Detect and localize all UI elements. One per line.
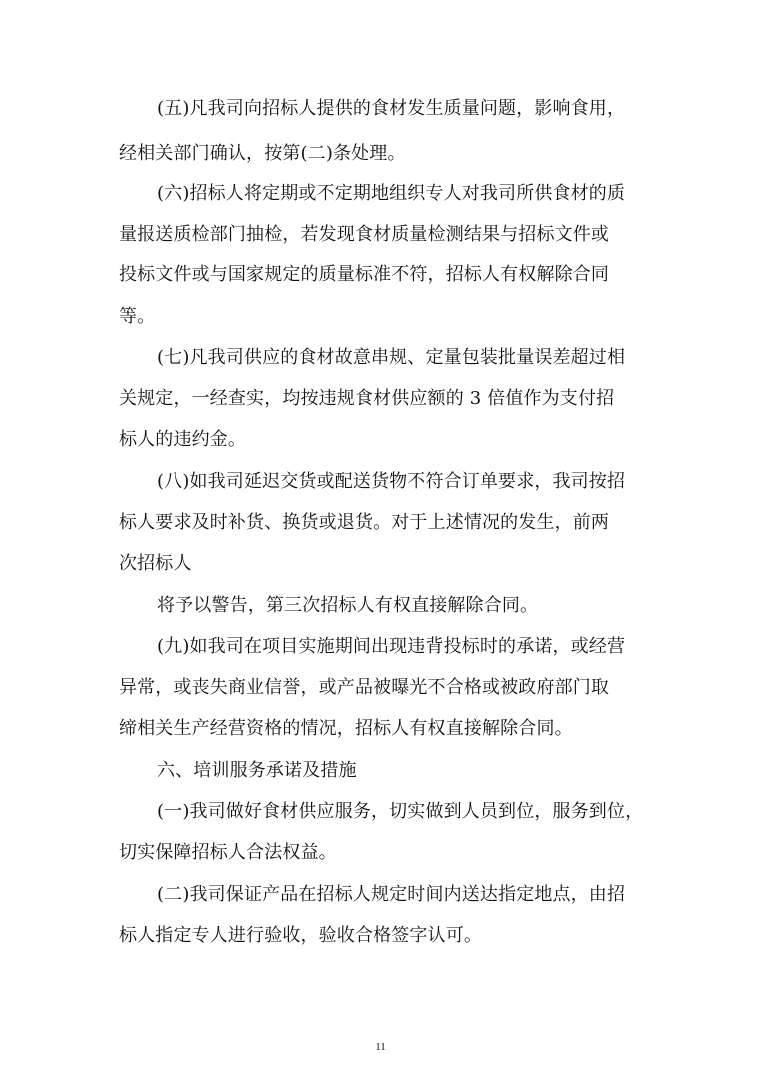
- paragraph-line: (六)招标人将定期或不定期地组织专人对我司所供食材的质: [157, 183, 626, 204]
- paragraph-line: (二)我司保证产品在招标人规定时间内送达指定地点，由招: [157, 884, 626, 905]
- paragraph-line: 关规定，一经查实，均按违规食材供应额的 3 倍值作为支付招: [119, 388, 615, 409]
- paragraph-line: 标人要求及时补货、换货或退货。对于上述情况的发生，前两: [119, 512, 610, 533]
- paragraph-line: (九)如我司在项目实施期间出现违背投标时的承诺，或经营: [157, 636, 626, 657]
- paragraph-line: (七)凡我司供应的食材故意串规、定量包装批量误差超过相: [157, 347, 626, 368]
- paragraph-line: (八)如我司延迟交货或配送货物不符合订单要求，我司按招: [157, 471, 626, 492]
- paragraph-line: (五)凡我司向招标人提供的食材发生质量问题，影响食用，: [157, 98, 626, 119]
- paragraph-line: 量报送质检部门抽检，若发现食材质量检测结果与招标文件或: [119, 224, 610, 245]
- paragraph-line: 标人指定专人进行验收，验收合格签字认可。: [119, 925, 482, 946]
- paragraph-line: 投标文件或与国家规定的质量标准不符，招标人有权解除合同: [119, 264, 610, 285]
- paragraph-line: 将予以警告，第三次招标人有权直接解除合同。: [157, 595, 539, 616]
- paragraph-line: 次招标人: [119, 553, 192, 574]
- paragraph-line: 标人的违约金。: [119, 429, 247, 450]
- paragraph-line: 切实保障招标人合法权益。: [119, 842, 337, 863]
- page-number: 11: [375, 1041, 386, 1053]
- paragraph-line: 经相关部门确认，按第(二)条处理。: [119, 143, 406, 164]
- paragraph-line: 等。: [119, 306, 156, 327]
- section-heading: 六、培训服务承诺及措施: [157, 760, 357, 781]
- paragraph-line: 缔相关生产经营资格的情况，招标人有权直接解除合同。: [119, 718, 573, 739]
- paragraph-line: (一)我司做好食材供应服务，切实做到人员到位，服务到位，: [157, 801, 644, 822]
- paragraph-line: 异常，或丧失商业信誉，或产品被曝光不合格或被政府部门取: [119, 677, 610, 698]
